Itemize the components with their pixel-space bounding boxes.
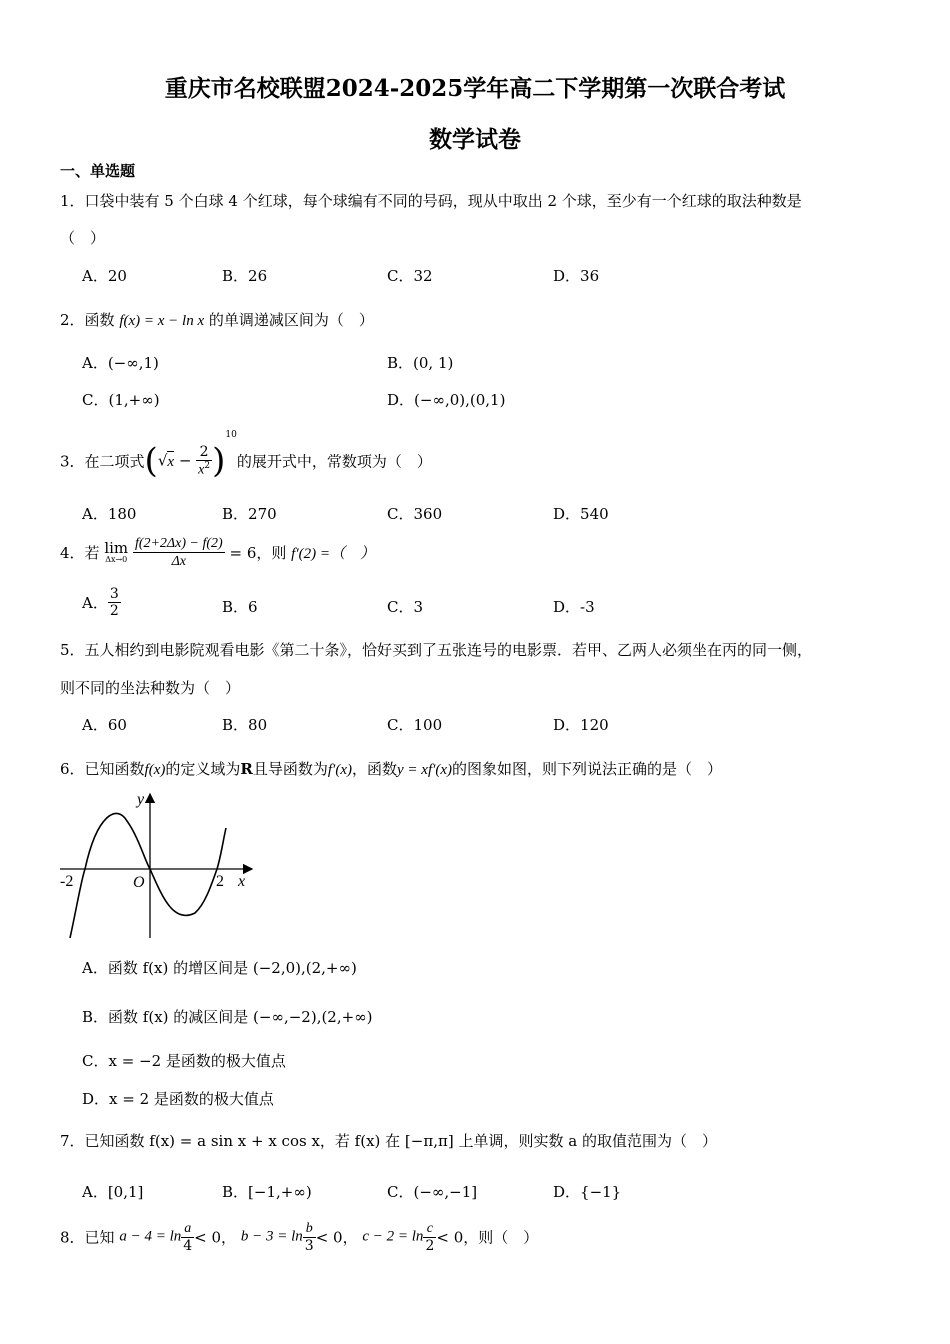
- question-7-text: 7．已知函数 f(x) = a sin x + x cos x，若 f(x) 在 [−π,π] 上单调，则实数 a 的取值范围为（ ）: [60, 1132, 717, 1150]
- q4-option-a: A． $\frac{3}{2}$: [82, 586, 119, 620]
- question-6-text: 6．已知函数f(x)的定义域为R且导函数为f′(x)，函数y = xf′(x)的图象如图，则下列说法正确的是（ ）: [60, 760, 723, 778]
- x-axis-label: x: [238, 873, 246, 890]
- q4-prefix: 4．若: [60, 544, 100, 563]
- q6-option-a: A．函数 f(x) 的增区间是 (−2,0),(2,+∞): [82, 959, 357, 977]
- q6-option-c: C．x = −2 是函数的极大值点: [82, 1052, 286, 1070]
- question-8-text: 8．已知 a − 4 = ln $\frac{a}{4}$ < 0， b − 3 = ln $\frac{b}{3}$ < 0， c − 2 = ln $\frac{c}{2}$ < 0，则（ ）: [60, 1221, 539, 1255]
- function-graph: [55, 786, 265, 946]
- question-1-paren: （ ）: [60, 229, 106, 247]
- q3-suffix: 的展开式中，常数项为（ ）: [236, 452, 432, 471]
- q7-option-d: D．{−1}: [553, 1183, 622, 1201]
- q3-option-d: D．540: [553, 505, 609, 523]
- q2-suffix: 的单调递减区间为（ ）: [208, 311, 374, 329]
- q1-option-a: A．20: [82, 267, 127, 285]
- y-axis-label: y: [137, 791, 145, 808]
- q3-option-c: C．360: [387, 505, 443, 523]
- q5-option-a: A．60: [82, 716, 127, 734]
- question-4-text: [60, 535, 375, 570]
- q3-prefix: 3．在二项式: [60, 452, 145, 471]
- q2-prefix: 2．函数: [60, 311, 115, 329]
- q5-option-c: C．100: [387, 716, 443, 734]
- tick-label-pos2: 2: [216, 873, 224, 890]
- question-3-text: 3．在二项式(√x − $\frac{2}{x^2}$ )$^{10}$的展开式中，常数项为（ ）: [60, 430, 432, 481]
- q5-option-b: B．80: [222, 716, 268, 734]
- q4-fraction: $\frac{f(2+2\Delta x) - f(2)}{\Delta x}$: [134, 536, 223, 570]
- question-5-line-1: 5．五人相约到电影院观看电影《第二十条》，恰好买到了五张连号的电影票．若甲、乙两人必须坐在丙的同一侧，: [60, 641, 813, 659]
- question-5-line-2: 则不同的坐法种数为（ ）: [60, 679, 241, 697]
- q5-option-d: D．120: [553, 716, 609, 734]
- q1-option-b: B．26: [222, 267, 268, 285]
- section-heading: 一、单选题: [60, 162, 136, 180]
- q4-option-d: D．-3: [553, 598, 595, 616]
- curve-line: [70, 813, 226, 938]
- q7-option-b: B．[−1,+∞): [222, 1183, 312, 1201]
- origin-label: O: [133, 874, 145, 891]
- q2-option-b: B．(0, 1): [387, 354, 454, 372]
- q4-option-b: B．6: [222, 598, 258, 616]
- q3-option-a: A．180: [82, 505, 137, 523]
- q2-option-d: D．(−∞,0),(0,1): [387, 391, 506, 409]
- q2-option-a: A．(−∞,1): [82, 354, 159, 372]
- tick-label-neg2: -2: [60, 873, 74, 890]
- q6-option-b: B．函数 f(x) 的减区间是 (−∞,−2),(2,+∞): [82, 1008, 373, 1026]
- q4-question: f′(2) =（ ）: [291, 546, 375, 563]
- q2-option-c: C．(1,+∞): [82, 391, 160, 409]
- q4-equals: = 6，则: [229, 544, 287, 563]
- q4-option-c: C．3: [387, 598, 424, 616]
- question-1-text: 1．口袋中装有 5 个白球 4 个红球，每个球编有不同的号码，现从中取出 2 个球，至少有一个红球的取法种数是: [60, 192, 802, 210]
- q3-exponent: 10: [225, 430, 237, 440]
- q1-option-d: D．36: [553, 267, 600, 285]
- page-subtitle: 数学试卷: [429, 126, 521, 153]
- q7-option-c: C．(−∞,−1]: [387, 1183, 478, 1201]
- page-title: 重庆市名校联盟2024-2025学年高二下学期第一次联合考试: [164, 75, 786, 102]
- question-2-text: [60, 309, 374, 330]
- q7-option-a: A．[0,1]: [82, 1183, 144, 1201]
- q4-limit: lim Δx→0: [104, 539, 129, 565]
- q6-option-d: D．x = 2 是函数的极大值点: [82, 1090, 274, 1108]
- q2-function: f(x) = x − ln x: [119, 313, 205, 329]
- q3-fraction: $\frac{2}{x^2}$: [198, 443, 211, 478]
- q1-option-c: C．32: [387, 267, 433, 285]
- q3-option-b: B．270: [222, 505, 277, 523]
